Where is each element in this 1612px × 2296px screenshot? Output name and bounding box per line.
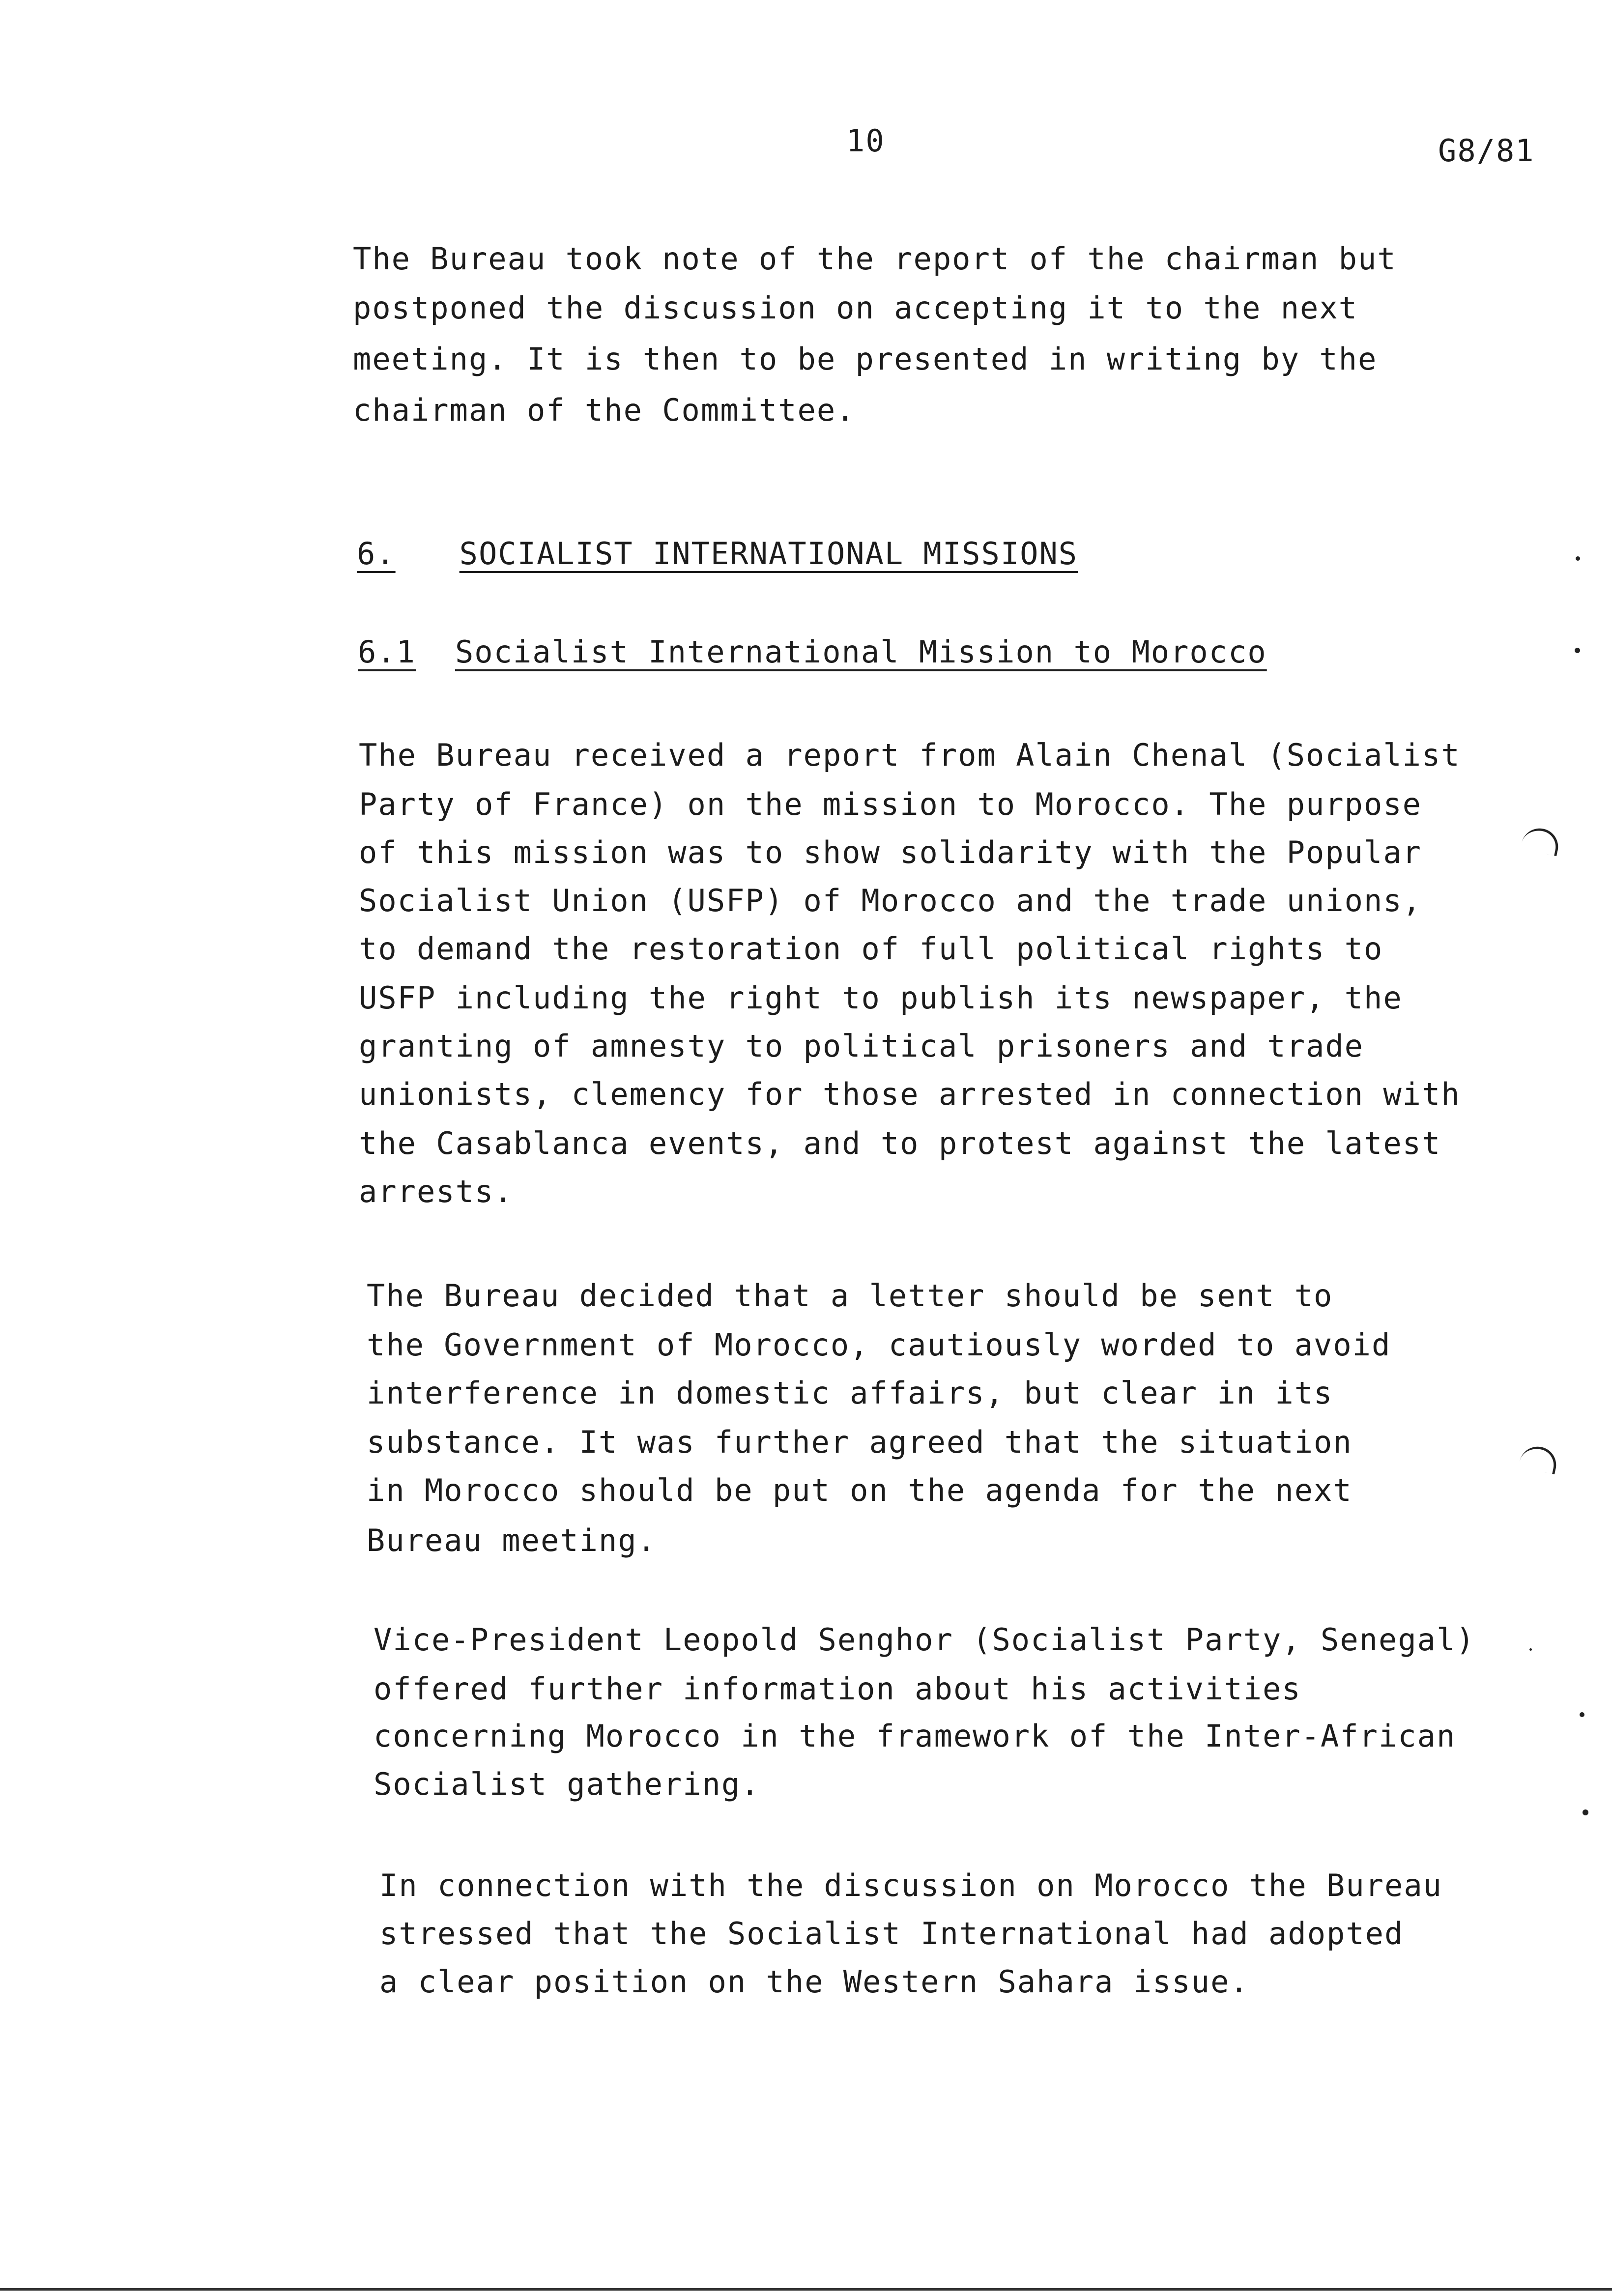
paragraph-line: In connection with the discussion on Morocco the Bureau (379, 1867, 1442, 1903)
margin-dot (1580, 1712, 1584, 1717)
section-heading (357, 536, 1078, 572)
paragraph-line: in Morocco should be put on the agenda for the next (367, 1472, 1353, 1508)
paragraph-line: postponed the discussion on accepting it to the next (353, 290, 1358, 326)
paragraph-line: Bureau meeting. (367, 1522, 657, 1558)
section-number: 6. (357, 536, 396, 572)
paragraph-line: meeting. It is then to be presented in writing by the (353, 341, 1378, 377)
paragraph-line: to demand the restoration of full political rights to (359, 931, 1383, 967)
paragraph-line: interference in domestic affairs, but clear in its (367, 1375, 1333, 1411)
paragraph-line: Socialist gathering. (374, 1766, 760, 1802)
paragraph-line: chairman of the Committee. (353, 392, 856, 428)
paragraph-line: of this mission was to show solidarity with the Popular (359, 834, 1422, 870)
page-number: 10 (846, 123, 885, 159)
subsection-title: Socialist International Mission to Morocco (455, 634, 1267, 670)
margin-dot (1529, 1648, 1532, 1651)
paragraph-line: stressed that the Socialist International had adopted (379, 1916, 1404, 1952)
paragraph-line: Party of France) on the mission to Morocco. The purpose (359, 786, 1422, 822)
margin-arc-mark (1521, 825, 1562, 857)
paragraph-line: the Government of Morocco, cautiously worded to avoid (367, 1327, 1391, 1363)
paragraph-line: arrests. (359, 1174, 514, 1209)
document-reference: G8/81 (1438, 133, 1535, 169)
paragraph-line: The Bureau took note of the report of the chairman but (353, 241, 1397, 277)
paragraph-line: unionists, clemency for those arrested in connection with (359, 1076, 1461, 1112)
margin-dot (1576, 556, 1580, 561)
paragraph-line: Socialist Union (USFP) of Morocco and the trade unions, (359, 883, 1422, 918)
margin-arc-mark (1519, 1443, 1560, 1475)
paragraph-line: substance. It was further agreed that the situation (367, 1424, 1353, 1460)
subsection-heading (358, 634, 1267, 670)
paragraph-line: a clear position on the Western Sahara issue. (379, 1964, 1249, 2000)
margin-dot (1583, 1809, 1588, 1815)
paragraph-line: the Casablanca events, and to protest against the latest (359, 1125, 1441, 1161)
margin-dot (1575, 648, 1580, 653)
paragraph-line: concerning Morocco in the framework of the Inter-African (374, 1718, 1456, 1754)
paragraph-line: The Bureau decided that a letter should be sent to (367, 1278, 1333, 1314)
scan-edge-line (0, 2288, 1612, 2291)
subsection-number: 6.1 (358, 634, 416, 670)
paragraph-line: granting of amnesty to political prisoners and trade (359, 1028, 1364, 1064)
paragraph-line: offered further information about his activities (374, 1671, 1301, 1707)
paragraph-line: USFP including the right to publish its newspaper, the (359, 980, 1403, 1016)
paragraph-line: The Bureau received a report from Alain Chenal (Socialist (359, 737, 1461, 773)
paragraph-line: Vice-President Leopold Senghor (Socialist Party, Senegal) (374, 1622, 1475, 1658)
section-title: SOCIALIST INTERNATIONAL MISSIONS (459, 536, 1078, 572)
